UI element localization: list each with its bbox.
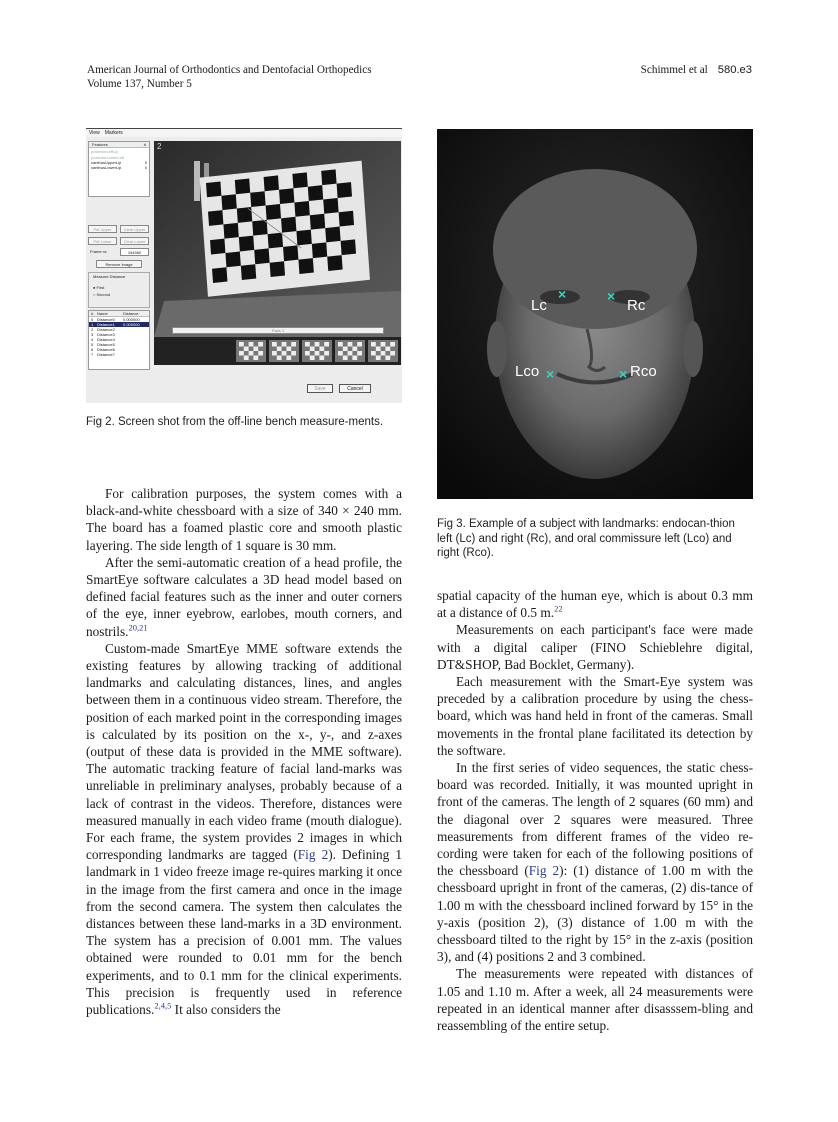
measure-header: Measure Distance [93, 274, 126, 279]
running-header-left [87, 63, 372, 91]
chessboard-square [270, 261, 285, 277]
thumbnail-square [371, 342, 376, 347]
paragraph: Custom-made SmartEye MME software extends the existing features by allowing tracking of additional landmarks and calculating distances, lines, and angles between them in a continuous video stream. Therefore, the position of each marked point in the corresponding images is calculated by its position on the x-, y-, and z-axes (output of these data is provided in the MME software). The automatic tracking feature of facial land-marks was unreliable in preliminary analyses, probably because of a lack of contrast in the videos. Therefore, distances were measured manually in each video frame (mouth dialogue). For each frame, the system provides 2 images in which corresponding landmarks are tagged (Fig 2). Defining 1 landmark in 1 video freeze image re-quires marking it once in the image from the first camera and once in the image from the second camera. The system then calculates the distances between these land-marks in a 3D environment. The system has a precision of 0.001 mm. The values obtained were rounded to 0.01 mm for the bench experiments, and to 0.1 mm for the clinical experiments. This precision is frequently used in reference publications.$^{2,4,5}$ It also considers the [86, 640, 403, 1018]
thumbnail-square [253, 347, 258, 352]
thumbnail-square [315, 351, 320, 356]
thumbnail-square [277, 347, 282, 352]
thumbnail-square [239, 351, 244, 356]
thumbnail-square [244, 356, 249, 361]
radio-first[interactable]: ● First [93, 285, 105, 290]
thumbnail-square [277, 356, 282, 361]
chessboard-square [206, 181, 221, 197]
thumbnail-square [357, 351, 362, 356]
citation-link[interactable]: 2,4,5 [154, 1000, 172, 1011]
thumbnail-square [239, 342, 244, 347]
label-lco: Lco [515, 363, 540, 380]
figure-link[interactable]: Fig 2 [528, 863, 560, 879]
thumbnail-square [305, 351, 310, 356]
thumbnail-strip [154, 337, 401, 365]
figure-2-caption: Fig 2. Screen shot from the off-line bench measure-ments. [86, 416, 384, 428]
menu-markers[interactable]: Markers [104, 130, 123, 136]
menu-view[interactable]: View [89, 130, 100, 136]
thumbnail-square [253, 356, 258, 361]
chessboard-square [283, 245, 298, 261]
table-row[interactable]: 0 Distance0 0.000000 [91, 317, 140, 322]
paragraph: Each measurement with the Smart-Eye system was preceded by a calibration procedure by using the chess-board, which was hand held in front of the cameras. Small movements in the frontal plane facilitated its detection by the software. [437, 674, 753, 758]
table-row[interactable]: 6 Distance6 [91, 347, 115, 352]
pdf-lower-button[interactable]: Pdf Lower [88, 237, 117, 245]
chessboard-square [225, 251, 240, 267]
table-row[interactable]: 4 Distance4 [91, 337, 115, 342]
features-list[interactable] [88, 141, 150, 197]
paragraph: Measurements on each participant's face were made with a digital caliper (FINO Schieblehre digital, DT&SHOP, Bad Bocklet, Germany). [437, 622, 753, 672]
chessboard-square [292, 172, 307, 188]
figure-link[interactable]: Fig 2 [297, 847, 329, 863]
thumbnail-square [352, 356, 357, 361]
save-button[interactable]: Save [307, 384, 333, 393]
paragraph: spatial capacity of the human eye, which is about 0.3 mm at a distance of 0.5 m.$^{22}$ [437, 588, 753, 621]
journal-title: American Journal of Orthodontics and Dentofacial Orthopedics [87, 64, 372, 76]
thumbnail-square [282, 351, 287, 356]
table-row[interactable]: 3 Distance3 [91, 332, 115, 337]
thumbnail-frames[interactable] [154, 337, 401, 365]
chessboard-square [241, 264, 256, 280]
body-column-left [86, 485, 402, 1018]
figure-3-photo [437, 129, 753, 499]
thumbnail-square [310, 347, 315, 352]
chessboard-square [337, 182, 352, 198]
thumbnail-square [390, 351, 395, 356]
chessboard-square [254, 248, 269, 264]
face-image [437, 129, 753, 499]
paragraph: The measurements were repeated with distances of 1.05 and 1.10 m. After a week, all 24 measurements were repeated in an identical manner after disasssem-bling and reassembling of the entire setup. [437, 966, 753, 1034]
thumbnail-square [272, 342, 277, 347]
table-row[interactable]: 7 Distance7 [91, 352, 115, 357]
clear-lower-button[interactable]: Clear Lower [120, 237, 149, 245]
thumbnail-square [310, 356, 315, 361]
chessboard-square [312, 242, 327, 258]
thumbnail-square [286, 356, 291, 361]
landmark-rc-marker: × [607, 288, 616, 304]
citation-link[interactable]: 20,21 [128, 622, 148, 633]
features-hash: # [143, 142, 146, 147]
chessboard-square [339, 211, 354, 227]
thumbnail-square [343, 356, 348, 361]
thumbnail-square [371, 351, 376, 356]
thumbnail-square [381, 342, 386, 347]
running-header-right [641, 63, 752, 77]
table-row[interactable]: 2 Distance2 [91, 327, 115, 332]
thumbnail-square [381, 351, 386, 356]
chessboard-square [298, 258, 313, 274]
chessboard-square [266, 204, 281, 220]
chessboard-square [296, 230, 311, 246]
thumbnail-square [324, 342, 329, 347]
thumbnail-square [282, 342, 287, 347]
frame-slider[interactable]: Pass 1 [172, 327, 384, 334]
thumbnail-square [249, 351, 254, 356]
thumbnail-square [291, 351, 296, 356]
table-header-row: # Name Distance [89, 311, 149, 317]
chessboard-square [208, 210, 223, 226]
chessboard-square [310, 214, 325, 230]
thumbnail-square [348, 351, 353, 356]
chessboard-square [325, 227, 340, 243]
list-item[interactable]: canthusUpperLip 0 [91, 160, 147, 165]
frame-input[interactable]: 194560 [120, 248, 149, 256]
measure-distance-group [88, 272, 150, 308]
figure-2-screenshot [86, 128, 402, 403]
landmark-lco-marker: × [546, 366, 555, 382]
thumbnail-square [272, 351, 277, 356]
menu-bar [86, 129, 402, 137]
view-number: 2 [157, 142, 162, 151]
chessboard-square [308, 185, 323, 201]
thumbnail-square [305, 342, 310, 347]
authors: Schimmel et al [640, 64, 708, 76]
thumbnail-square [258, 351, 263, 356]
chessboard-square [341, 239, 356, 255]
thumbnail-square [376, 356, 381, 361]
table-row-selected[interactable]: 1 Distance1 0.000000 [89, 322, 149, 327]
chessboard-square [264, 175, 279, 191]
landmark-lc-marker: × [558, 286, 567, 302]
chessboard-square [250, 191, 265, 207]
distance-table[interactable] [88, 310, 150, 370]
thumbnail-square [319, 347, 324, 352]
thumbnail-square [319, 356, 324, 361]
thumbnail-square [385, 347, 390, 352]
list-item[interactable]: posteriorLowerLeft [91, 155, 125, 160]
thumbnail-square [357, 342, 362, 347]
chessboard-square [279, 188, 294, 204]
list-item[interactable]: canthusLowerLip 0 [91, 165, 147, 170]
table-row[interactable]: 5 Distance5 [91, 342, 115, 347]
list-item[interactable]: posteriorLeftUp [91, 149, 119, 154]
citation-link[interactable]: 22 [554, 603, 563, 614]
thumbnail-square [348, 342, 353, 347]
thumbnail-square [291, 342, 296, 347]
thumbnail-square [390, 342, 395, 347]
paragraph: For calibration purposes, the system comes with a black-and-white chessboard with a size of 340 × 240 mm. The board has a foamed plastic core and smooth plastic layering. The side length of 1 square is 30 mm. [86, 486, 402, 553]
thumbnail-square [244, 347, 249, 352]
thumbnail-square [324, 351, 329, 356]
paragraph: In the first series of video sequences, the static chess-board was recorded. Initially, it was mounted upright in front of the cameras. The length of 2 squares (60 mm) and the diagonal over 2 squares were measured. Three measurements from different frames of the video re-cording were taken for each of the following positions of the chessboard (Fig 2): (1) distance of 1.00 m with the chessboard upright in front of the cameras, (2) dis-tance of 1.00 m with the chessboard inclined forward by 15° in the y-axis (position 2), (3) distance of 1.00 m with the chessboard tilted to the right by 15° in the z-axis (position 3), and (4) positions 2 and 3 combined. [437, 760, 753, 965]
chessboard-square [281, 217, 296, 233]
label-lc: Lc [531, 297, 547, 314]
thumbnail-square [376, 347, 381, 352]
thumbnail-square [338, 342, 343, 347]
pdf-upper-button[interactable]: Pdf Upper [88, 225, 117, 233]
chessboard-square [210, 239, 225, 255]
thumbnail-square [249, 342, 254, 347]
chessboard-square [239, 236, 254, 252]
thumbnail-square [338, 351, 343, 356]
chessboard-square [321, 169, 336, 185]
thumbnail-square [352, 347, 357, 352]
figure-3-caption: Fig 3. Example of a subject with landmarks: endocan-thion left (Lc) and right (Rc), and oral commissure left (Lco) and right (Rco). [437, 518, 735, 559]
thumbnail-square [315, 342, 320, 347]
frame-label: Frame nr: [90, 249, 108, 254]
camera-view[interactable] [154, 141, 401, 337]
journal-volume: Volume 137, Number 5 [87, 78, 192, 90]
radio-second[interactable]: ○ Second [93, 292, 111, 297]
thumbnail-square [258, 342, 263, 347]
chessboard-square [235, 178, 250, 194]
chessboard-square [323, 198, 338, 214]
chessboard-square [252, 220, 267, 236]
control-panel [88, 139, 150, 391]
label-rco: Rco [630, 363, 657, 380]
thumbnail-square [385, 356, 390, 361]
label-rc: Rc [627, 297, 646, 314]
clear-upper-button[interactable]: Clear Upper [120, 225, 149, 233]
thumbnail-square [286, 347, 291, 352]
chessboard-square [212, 267, 227, 283]
chessboard-square [221, 194, 236, 210]
chessboard-square [294, 201, 309, 217]
chessboard-video-frame [154, 141, 401, 337]
chessboard-square [327, 255, 342, 271]
chessboard [200, 161, 370, 297]
chessboard-square [223, 223, 238, 239]
remove-image-button[interactable]: Remove Image [96, 260, 142, 268]
chessboard-square [268, 233, 283, 249]
body-column-right [437, 587, 753, 1034]
thumbnail-square [343, 347, 348, 352]
cancel-button[interactable]: Cancel [339, 384, 371, 393]
page-number: 580.e3 [717, 64, 752, 76]
landmark-rco-marker: × [619, 366, 628, 382]
features-header: Features [92, 142, 108, 147]
paragraph: After the semi-automatic creation of a head profile, the SmartEye software calculates a 3D head model based on defined facial features such as the inner and outer corners of the eye, inner eyebrow, earlobes, mouth corners, and nostrils.$^{20,21}$ [86, 554, 402, 639]
